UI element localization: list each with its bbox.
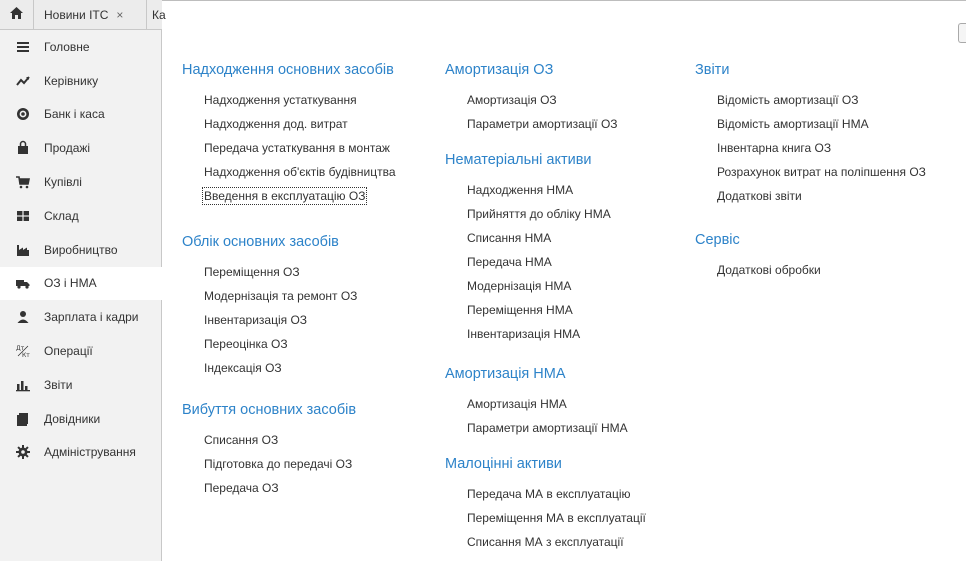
menu-link[interactable]: Передача ОЗ [204, 481, 279, 495]
section-fixed-assets-disposal [182, 400, 432, 500]
menu-link[interactable]: Модернізація та ремонт ОЗ [204, 289, 358, 303]
sidebar-item-label: Банк і каса [44, 107, 105, 122]
section-title: Сервіс [695, 232, 740, 248]
sidebar-item-catalogs[interactable] [0, 402, 161, 436]
sidebar [0, 30, 162, 561]
menu-column-3 [695, 60, 960, 282]
section-intangible-depreciation [445, 364, 685, 440]
section-low-value-assets [445, 454, 685, 554]
section-fixed-assets-depreciation [445, 60, 685, 136]
sidebar-item-purchases[interactable] [0, 165, 161, 199]
menu-link-focused[interactable]: Введення в експлуатацію ОЗ [204, 189, 366, 203]
menu-lines-icon [16, 40, 30, 54]
sidebar-item-label: Звіти [44, 377, 73, 392]
menu-link[interactable]: Амортизація ОЗ [467, 93, 557, 107]
tab-label: Новини ІТС [44, 8, 109, 22]
menu-link[interactable]: Амортизація НМА [467, 397, 567, 411]
menu-link[interactable]: Надходження устаткування [204, 93, 357, 107]
sidebar-item-main[interactable] [0, 30, 161, 64]
sidebar-item-bank[interactable] [0, 98, 161, 132]
menu-link[interactable]: Відомість амортизації ОЗ [717, 93, 859, 107]
menu-link[interactable]: Переміщення МА в експлуатації [467, 511, 646, 525]
menu-link[interactable]: Прийняття до обліку НМА [467, 207, 611, 221]
svg-text:Дт: Дт [16, 345, 25, 353]
menu-link[interactable]: Переміщення НМА [467, 303, 573, 317]
menu-link[interactable]: Інвентаризація НМА [467, 327, 581, 341]
sidebar-item-label: Склад [44, 208, 79, 223]
menu-link[interactable]: Додаткові обробки [717, 263, 821, 277]
menu-link[interactable]: Надходження НМА [467, 183, 574, 197]
section-intangible-assets [445, 150, 685, 346]
tab-partial[interactable] [148, 0, 166, 30]
section-reports [695, 60, 960, 208]
menu-link[interactable]: Додаткові звіти [717, 189, 802, 203]
panel-toggle-button[interactable] [958, 23, 966, 43]
section-title: Облік основних засобів [182, 234, 339, 250]
sidebar-item-label: Головне [44, 39, 90, 54]
trend-icon [16, 74, 30, 88]
shopping-bag-icon [16, 141, 30, 155]
menu-link[interactable]: Параметри амортизації ОЗ [467, 117, 618, 131]
section-fixed-assets-receipt [182, 60, 432, 208]
sidebar-item-sales[interactable] [0, 131, 161, 165]
section-title: Малоцінні активи [445, 456, 562, 472]
menu-link[interactable]: Надходження дод. витрат [204, 117, 348, 131]
menu-link[interactable]: Надходження об'єктів будівництва [204, 165, 396, 179]
section-title: Амортизація НМА [445, 366, 566, 382]
menu-link[interactable]: Розрахунок витрат на поліпшення ОЗ [717, 165, 926, 179]
menu-link[interactable]: Списання ОЗ [204, 433, 279, 447]
gear-icon [16, 445, 30, 459]
menu-link[interactable]: Переоцінка ОЗ [204, 337, 288, 351]
menu-link[interactable]: Підготовка до передачі ОЗ [204, 457, 353, 471]
factory-icon [16, 243, 30, 257]
sidebar-item-fixed-assets[interactable] [0, 267, 162, 301]
section-title: Вибуття основних засобів [182, 402, 357, 418]
menu-column-2 [445, 60, 685, 554]
sidebar-item-label: Операції [44, 344, 93, 359]
sidebar-item-production[interactable] [0, 233, 161, 267]
tab-bar [0, 0, 166, 30]
svg-text:Кт: Кт [22, 352, 30, 360]
section-title: Надходження основних засобів [182, 62, 394, 78]
coin-icon [16, 107, 30, 121]
books-icon [16, 412, 30, 426]
sidebar-item-label: Виробництво [44, 242, 118, 257]
menu-link[interactable]: Індексація ОЗ [204, 361, 282, 375]
sidebar-item-label: Купівлі [44, 175, 82, 190]
section-title: Звіти [695, 62, 730, 78]
tab-label: Ка [152, 8, 166, 22]
tab-news-its[interactable] [34, 0, 147, 30]
menu-link[interactable]: Параметри амортизації НМА [467, 421, 628, 435]
truck-icon [16, 276, 30, 290]
sidebar-item-operations[interactable] [0, 334, 161, 368]
menu-link[interactable]: Інвентаризація ОЗ [204, 313, 308, 327]
menu-link[interactable]: Списання МА з експлуатації [467, 535, 624, 549]
bar-chart-icon [16, 378, 30, 392]
sidebar-item-salary[interactable] [0, 300, 161, 334]
close-icon[interactable]: × [116, 8, 124, 22]
sidebar-item-label: ОЗ і НМА [44, 276, 97, 291]
menu-link[interactable]: Передача НМА [467, 255, 552, 269]
sidebar-item-label: Зарплата і кадри [44, 310, 139, 325]
sidebar-item-manager[interactable] [0, 64, 161, 98]
home-icon [10, 6, 23, 24]
section-title: Нематеріальні активи [445, 152, 592, 168]
menu-link[interactable]: Списання НМА [467, 231, 552, 245]
menu-link[interactable]: Передача МА в експлуатацію [467, 487, 631, 501]
sidebar-item-label: Адміністрування [44, 445, 136, 460]
person-icon [16, 310, 30, 324]
menu-link[interactable]: Переміщення ОЗ [204, 265, 300, 279]
menu-link[interactable]: Інвентарна книга ОЗ [717, 141, 832, 155]
menu-column-1 [182, 60, 432, 500]
menu-link[interactable]: Передача устаткування в монтаж [204, 141, 390, 155]
sidebar-item-administration[interactable] [0, 436, 161, 470]
menu-link[interactable]: Модернізація НМА [467, 279, 572, 293]
section-fixed-assets-accounting [182, 232, 432, 380]
sidebar-item-label: Керівнику [44, 73, 99, 88]
sidebar-item-reports[interactable] [0, 368, 161, 402]
sidebar-item-label: Довідники [44, 411, 101, 426]
operations-icon [16, 344, 30, 358]
sidebar-item-label: Продажі [44, 141, 91, 156]
warehouse-icon [16, 209, 30, 223]
cart-icon [16, 175, 30, 189]
home-tab[interactable] [0, 0, 34, 30]
section-title: Амортизація ОЗ [445, 62, 554, 78]
menu-link[interactable]: Відомість амортизації НМА [717, 117, 869, 131]
section-service [695, 230, 960, 282]
sidebar-item-warehouse[interactable] [0, 199, 161, 233]
